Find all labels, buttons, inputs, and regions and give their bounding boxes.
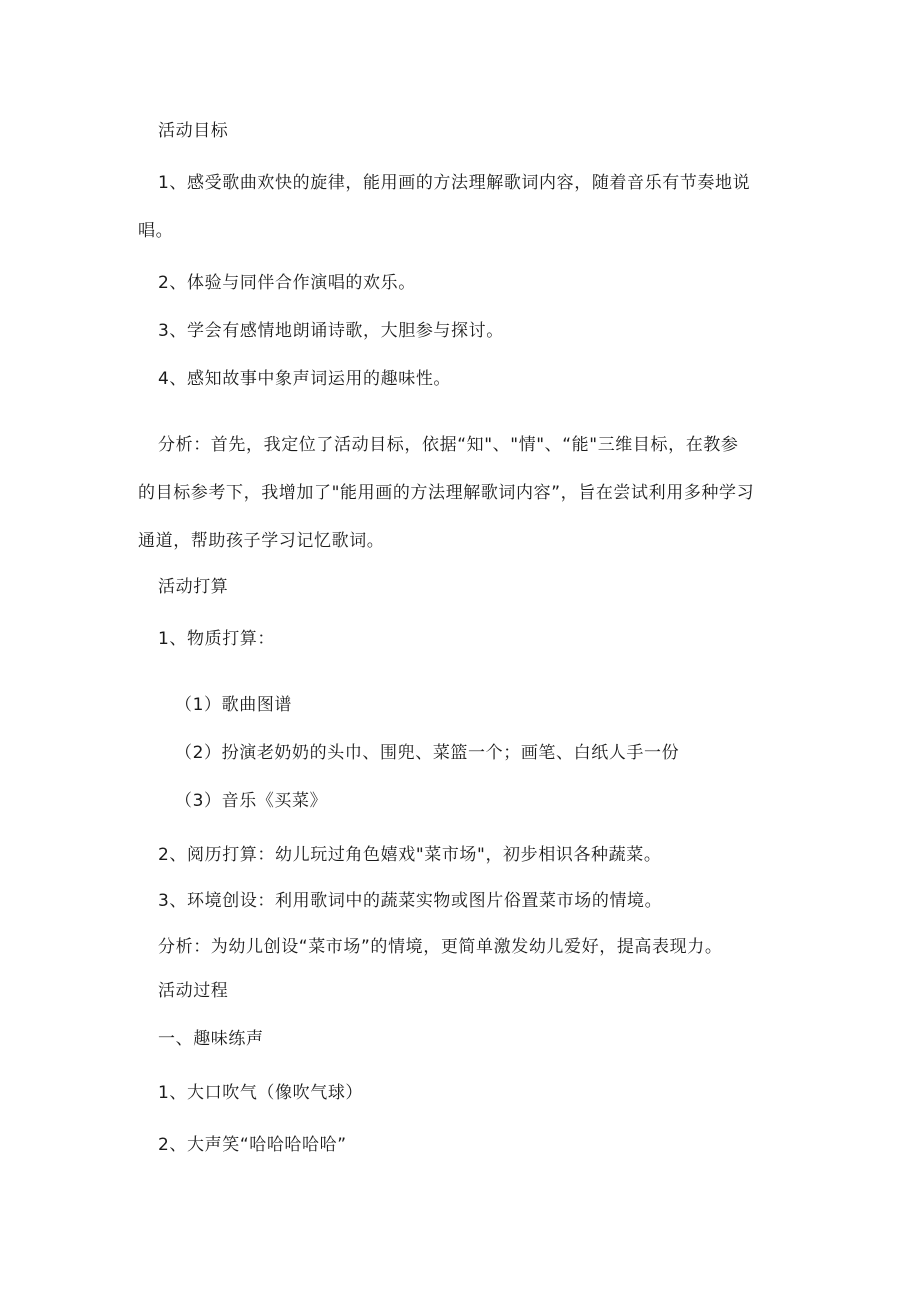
process-item-2: 2、大声笑“哈哈哈哈哈” (158, 1135, 347, 1155)
goal-item-1-continued: 唱。 (138, 221, 174, 241)
analysis-paragraph-2: 分析：为幼儿创设“菜市场”的情境，更简单激发幼儿爱好，提高表现力。 (158, 937, 723, 957)
process-item-1: 1、大口吹气（像吹气球） (158, 1083, 364, 1103)
prep-item-3: （3）音乐《买菜》 (175, 791, 328, 811)
analysis-paragraph-1-line-2: 的目标参考下，我增加了"能用画的方法理解歌词内容”，旨在尝试利用多种学习 (138, 483, 755, 503)
analysis-paragraph-1-line-1: 分析：首先，我定位了活动目标，依据“知"、"情"、“能"三维目标，在教参 (158, 435, 739, 455)
section-heading-process: 活动过程 (158, 981, 229, 1001)
prep-material: 1、物质打算： (158, 629, 276, 649)
analysis-paragraph-1-line-3: 通道，帮助孩子学习记忆歌词。 (138, 531, 385, 551)
goal-item-4: 4、感知故事中象声词运用的趣味性。 (158, 369, 452, 389)
goal-item-2: 2、体验与同伴合作演唱的欢乐。 (158, 273, 416, 293)
prep-item-2: （2）扮演老奶奶的头巾、围兜、菜篮一个；画笔、白纸人手一份 (175, 743, 680, 763)
prep-experience: 2、阅历打算：幼儿玩过角色嬉戏"菜市场"，初步相识各种蔬菜。 (158, 845, 662, 865)
section-heading-goals: 活动目标 (158, 121, 229, 141)
goal-item-3: 3、学会有感情地朗诵诗歌，大胆参与探讨。 (158, 321, 504, 341)
section-heading-preparation: 活动打算 (158, 577, 229, 597)
prep-item-1: （1）歌曲图谱 (175, 695, 293, 715)
prep-environment: 3、环境创设：利用歌词中的蔬菜实物或图片俗置菜市场的情境。 (158, 891, 663, 911)
goal-item-1: 1、感受歌曲欢快的旋律，能用画的方法理解歌词内容，随着音乐有节奏地说 (158, 173, 751, 193)
process-part-1-heading: 一、趣味练声 (158, 1029, 264, 1049)
